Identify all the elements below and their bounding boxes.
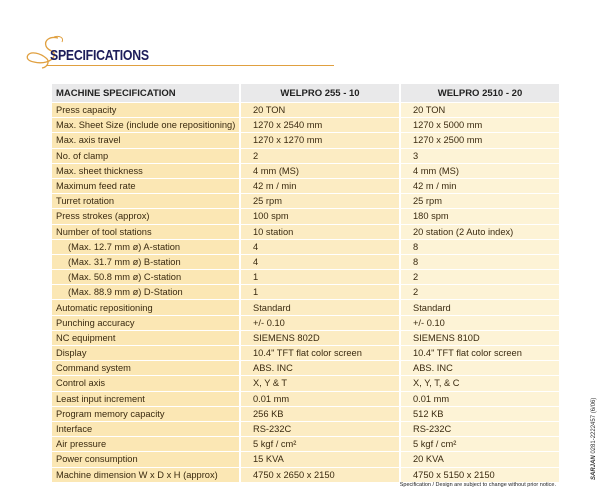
section-header	[24, 34, 334, 74]
welpro-2510-20-value-cell: 8	[400, 239, 559, 254]
welpro-2510-20-value-cell: X, Y, T, & C	[400, 376, 559, 391]
welpro-2510-20-value-cell: 4 mm (MS)	[400, 163, 559, 178]
spec-label-cell: Program memory capacity	[52, 406, 240, 421]
spec-label-cell: (Max. 88.9 mm ø) D-Station	[52, 285, 240, 300]
welpro-2510-20-value-cell: 2	[400, 270, 559, 285]
table-row	[52, 452, 559, 467]
spec-label-cell: No. of clamp	[52, 148, 240, 163]
spec-label-cell: Max. sheet thickness	[52, 163, 240, 178]
welpro-2510-20-value-cell: 8	[400, 254, 559, 269]
table-row	[52, 239, 559, 254]
specifications-table	[52, 84, 559, 482]
welpro-255-10-value-cell: 2	[240, 148, 400, 163]
welpro-255-10-value-cell: 10 station	[240, 224, 400, 239]
welpro-255-10-value-cell: 4	[240, 239, 400, 254]
table-row	[52, 391, 559, 406]
welpro-255-10-value-cell: 10.4" TFT flat color screen	[240, 346, 400, 361]
table-row	[52, 224, 559, 239]
print-code	[591, 398, 597, 480]
spec-label-cell: Number of tool stations	[52, 224, 240, 239]
column-header-welpro-255-10: WELPRO 255 - 10	[240, 84, 400, 103]
spec-label-cell: Maximum feed rate	[52, 178, 240, 193]
page-title: SPECIFICATIONS	[50, 47, 149, 64]
table-row	[52, 163, 559, 178]
spec-label-cell: Command system	[52, 361, 240, 376]
welpro-255-10-value-cell: 100 spm	[240, 209, 400, 224]
title-underline	[46, 65, 334, 66]
welpro-2510-20-value-cell: 20 KVA	[400, 452, 559, 467]
welpro-2510-20-value-cell: 1270 x 2500 mm	[400, 133, 559, 148]
welpro-255-10-value-cell: 20 TON	[240, 103, 400, 118]
welpro-2510-20-value-cell: 42 m / min	[400, 178, 559, 193]
table-row	[52, 330, 559, 345]
welpro-255-10-value-cell: 4	[240, 254, 400, 269]
welpro-2510-20-value-cell: 1270 x 5000 mm	[400, 118, 559, 133]
welpro-2510-20-value-cell: +/- 0.10	[400, 315, 559, 330]
table-row	[52, 437, 559, 452]
welpro-255-10-value-cell: Standard	[240, 300, 400, 315]
column-header-spec: MACHINE SPECIFICATION	[52, 84, 240, 103]
table-row	[52, 300, 559, 315]
spec-label-cell: Punching accuracy	[52, 315, 240, 330]
disclaimer-note: Specification / Design are subject to change without prior notice.	[399, 482, 556, 488]
spec-label-cell: Max. axis travel	[52, 133, 240, 148]
table-row	[52, 361, 559, 376]
welpro-255-10-value-cell: ABS. INC	[240, 361, 400, 376]
spec-label-cell: Press strokes (approx)	[52, 209, 240, 224]
table-row	[52, 133, 559, 148]
table-row	[52, 209, 559, 224]
welpro-255-10-value-cell: 25 rpm	[240, 194, 400, 209]
table-header-row	[52, 84, 559, 103]
table-body	[52, 103, 559, 482]
table-row	[52, 270, 559, 285]
welpro-255-10-value-cell: RS-232C	[240, 421, 400, 436]
welpro-2510-20-value-cell: Standard	[400, 300, 559, 315]
table-row	[52, 376, 559, 391]
spec-label-cell: Turret rotation	[52, 194, 240, 209]
welpro-2510-20-value-cell: 2	[400, 285, 559, 300]
spec-label-cell: Power consumption	[52, 452, 240, 467]
welpro-255-10-value-cell: SIEMENS 802D	[240, 330, 400, 345]
table-row	[52, 315, 559, 330]
welpro-2510-20-value-cell: 20 station (2 Auto index)	[400, 224, 559, 239]
welpro-2510-20-value-cell: 512 KB	[400, 406, 559, 421]
spec-label-cell: Control axis	[52, 376, 240, 391]
spec-label-cell: (Max. 12.7 mm ø) A-station	[52, 239, 240, 254]
print-reference: 0281-2222457 (6/06)	[591, 397, 597, 454]
welpro-255-10-value-cell: 1	[240, 285, 400, 300]
spec-label-cell: Press capacity	[52, 103, 240, 118]
spec-label-cell: Least input increment	[52, 391, 240, 406]
welpro-2510-20-value-cell: 0.01 mm	[400, 391, 559, 406]
table-row	[52, 285, 559, 300]
table-row	[52, 406, 559, 421]
spec-label-cell: (Max. 31.7 mm ø) B-station	[52, 254, 240, 269]
welpro-255-10-value-cell: 256 KB	[240, 406, 400, 421]
table-row	[52, 467, 559, 482]
welpro-255-10-value-cell: 4750 x 2650 x 2150	[240, 467, 400, 482]
welpro-255-10-value-cell: 0.01 mm	[240, 391, 400, 406]
welpro-255-10-value-cell: 5 kgf / cm²	[240, 437, 400, 452]
welpro-2510-20-value-cell: SIEMENS 810D	[400, 330, 559, 345]
column-header-welpro-2510-20: WELPRO 2510 - 20	[400, 84, 559, 103]
table-row	[52, 421, 559, 436]
welpro-255-10-value-cell: 1270 x 2540 mm	[240, 118, 400, 133]
spec-label-cell: NC equipment	[52, 330, 240, 345]
welpro-2510-20-value-cell: 180 spm	[400, 209, 559, 224]
table-row	[52, 148, 559, 163]
spec-label-cell: (Max. 50.8 mm ø) C-station	[52, 270, 240, 285]
spec-label-cell: Interface	[52, 421, 240, 436]
welpro-2510-20-value-cell: 4750 x 5150 x 2150	[400, 467, 559, 482]
welpro-2510-20-value-cell: 25 rpm	[400, 194, 559, 209]
spec-label-cell: Automatic repositioning	[52, 300, 240, 315]
welpro-255-10-value-cell: X, Y & T	[240, 376, 400, 391]
table-row	[52, 103, 559, 118]
welpro-2510-20-value-cell: 5 kgf / cm²	[400, 437, 559, 452]
table-row	[52, 194, 559, 209]
table-row	[52, 346, 559, 361]
spec-label-cell: Machine dimension W x D x H (approx)	[52, 467, 240, 482]
welpro-2510-20-value-cell: 3	[400, 148, 559, 163]
welpro-2510-20-value-cell: ABS. INC	[400, 361, 559, 376]
welpro-255-10-value-cell: 1	[240, 270, 400, 285]
printer-brand: SARJAN	[591, 455, 597, 480]
welpro-255-10-value-cell: +/- 0.10	[240, 315, 400, 330]
spec-label-cell: Display	[52, 346, 240, 361]
welpro-2510-20-value-cell: 20 TON	[400, 103, 559, 118]
welpro-255-10-value-cell: 42 m / min	[240, 178, 400, 193]
welpro-2510-20-value-cell: 10.4" TFT flat color screen	[400, 346, 559, 361]
welpro-255-10-value-cell: 1270 x 1270 mm	[240, 133, 400, 148]
welpro-255-10-value-cell: 4 mm (MS)	[240, 163, 400, 178]
spec-label-cell: Max. Sheet Size (include one repositioning)	[52, 118, 240, 133]
welpro-2510-20-value-cell: RS-232C	[400, 421, 559, 436]
table-row	[52, 178, 559, 193]
table-row	[52, 118, 559, 133]
welpro-255-10-value-cell: 15 KVA	[240, 452, 400, 467]
spec-label-cell: Air pressure	[52, 437, 240, 452]
table-row	[52, 254, 559, 269]
